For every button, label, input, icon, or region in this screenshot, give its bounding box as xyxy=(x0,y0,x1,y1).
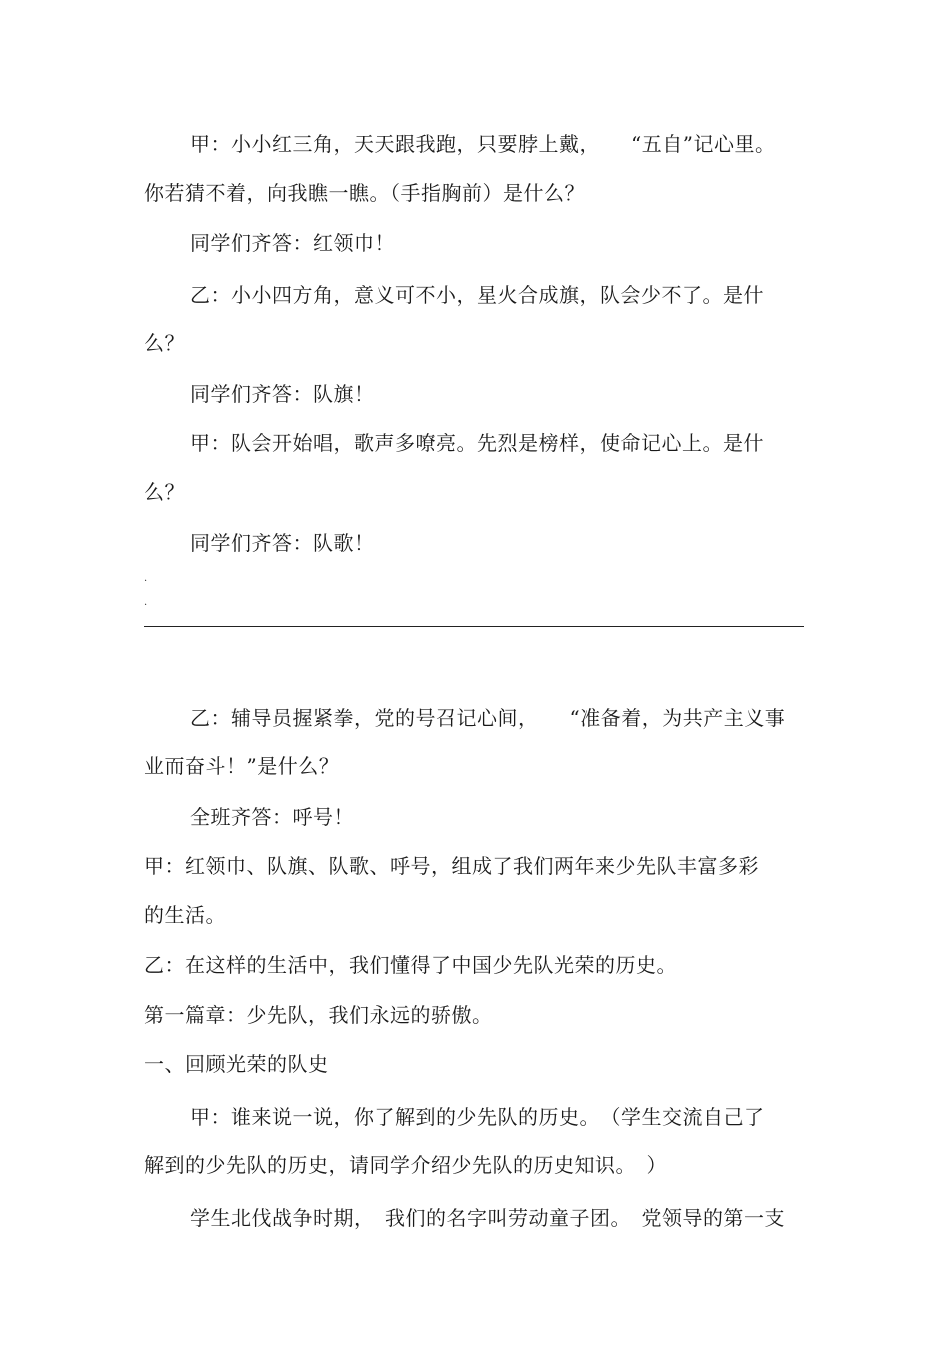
dialogue-line: 么？ xyxy=(144,331,185,355)
page-mark: . xyxy=(144,597,148,608)
dialogue-line: 同学们齐答：红领巾！ xyxy=(190,231,395,255)
dialogue-line: 么？ xyxy=(144,480,185,504)
page-mark: . xyxy=(144,573,148,584)
dialogue-line: 业而奋斗！”是什么？ xyxy=(144,754,340,778)
dialogue-line: 甲：队会开始唱，歌声多嘹亮。先烈是榜样，使命记心上。是什 xyxy=(190,431,764,455)
dialogue-line: 甲：红领巾、队旗、队歌、呼号，组成了我们两年来少先队丰富多彩 xyxy=(144,854,759,878)
subsection-heading: 一、回顾光荣的队史 xyxy=(144,1052,329,1076)
dialogue-line: 解到的少先队的历史，请同学介绍少先队的历史知识。 ） xyxy=(144,1153,667,1177)
dialogue-line: 乙：辅导员握紧拳，党的号召记心间， “准备着，为共产主义事 xyxy=(190,706,786,730)
dialogue-line: 同学们齐答：队旗！ xyxy=(190,382,375,406)
dialogue-line: 甲：小小红三角，天天跟我跑，只要脖上戴， “五自”记心里。 xyxy=(190,132,776,156)
dialogue-line: 全班齐答：呼号！ xyxy=(190,805,354,829)
section-heading: 第一篇章：少先队，我们永远的骄傲。 xyxy=(144,1003,493,1027)
dialogue-line: 你若猜不着，向我瞧一瞧。（手指胸前）是什么？ xyxy=(144,181,585,205)
dialogue-line: 乙：在这样的生活中，我们懂得了中国少先队光荣的历史。 xyxy=(144,953,677,977)
dialogue-line: 的生活。 xyxy=(144,903,226,927)
page-divider xyxy=(144,626,804,627)
dialogue-line: 同学们齐答：队歌！ xyxy=(190,531,375,555)
dialogue-line: 学生北伐战争时期， 我们的名字叫劳动童子团。 党领导的第一支 xyxy=(190,1206,785,1230)
dialogue-line: 甲：谁来说一说，你了解到的少先队的历史。 （学生交流自己了 xyxy=(190,1105,765,1129)
dialogue-line: 乙：小小四方角，意义可不小，星火合成旗，队会少不了。是什 xyxy=(190,283,764,307)
